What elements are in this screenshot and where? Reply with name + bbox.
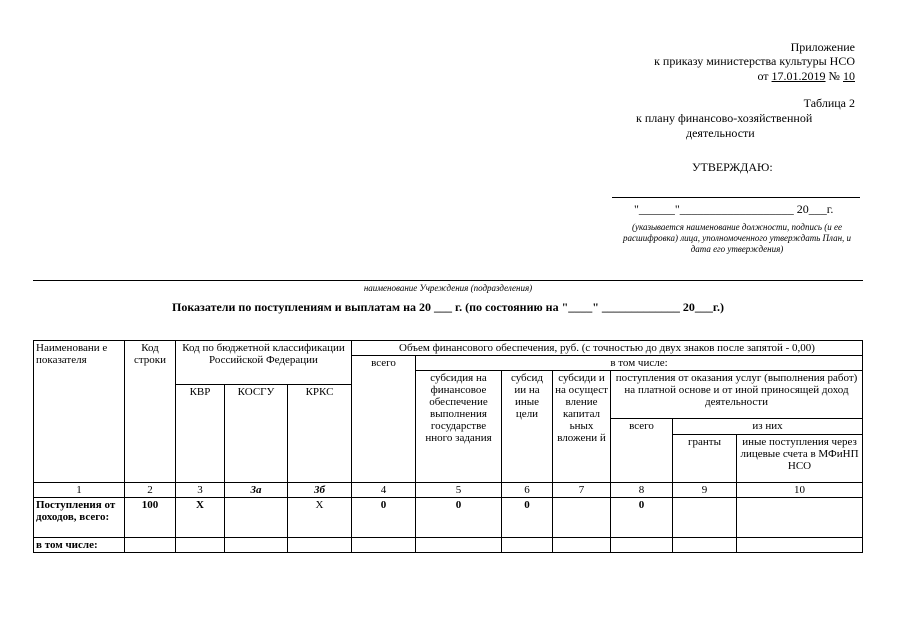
column-number: 8 <box>611 483 673 498</box>
header-of-them: из них <box>673 419 863 435</box>
order-number: 10 <box>843 69 855 83</box>
approval-date-line: "______"___________________ 20___г. <box>634 202 834 216</box>
header-row-code: Код строки <box>125 341 176 483</box>
order-date-line <box>555 69 855 83</box>
order-date-prefix: от <box>757 69 772 83</box>
approve-label: УТВЕРЖДАЮ: <box>692 160 773 174</box>
cell-paid-total <box>611 538 673 553</box>
column-number: 3 <box>176 483 225 498</box>
cell-subsidy-state-task: 0 <box>416 498 502 538</box>
institution-caption: наименование Учреждения (подразделения) <box>363 283 533 293</box>
column-number: 9 <box>673 483 737 498</box>
appendix-label: Приложение <box>790 40 855 54</box>
cell-krks <box>288 538 352 553</box>
cell-subsidy-state-task <box>416 538 502 553</box>
row-code <box>125 538 176 553</box>
header-including: в том числе: <box>416 356 863 371</box>
column-number: 7 <box>553 483 611 498</box>
order-date: 17.01.2019 <box>771 69 826 83</box>
header-krks: КРКС <box>288 385 352 483</box>
cell-paid-total: 0 <box>611 498 673 538</box>
plan-reference-line2: деятельности <box>686 126 755 140</box>
row-name: в том числе: <box>34 538 125 553</box>
column-number: 4 <box>352 483 416 498</box>
column-number: 3а <box>225 483 288 498</box>
header-grants: гранты <box>673 435 737 483</box>
cell-total <box>352 538 416 553</box>
header-subsidy-capital: субсиди и на осущест вление капитал ьных вложени й <box>553 371 611 483</box>
header-indicator-name: Наименовани е показателя <box>34 341 125 483</box>
plan-reference-line1: к плану финансово-хозяйственной <box>636 111 813 125</box>
cell-subsidy-capital <box>553 538 611 553</box>
institution-line <box>33 280 863 281</box>
column-number: 1 <box>34 483 125 498</box>
cell-total: 0 <box>352 498 416 538</box>
column-number: 6 <box>502 483 553 498</box>
column-number: 10 <box>737 483 863 498</box>
signature-line <box>612 197 860 198</box>
table-row <box>34 538 863 553</box>
cell-subsidy-other: 0 <box>502 498 553 538</box>
cell-grants <box>673 498 737 538</box>
row-code: 100 <box>125 498 176 538</box>
row-name: Поступления от доходов, всего: <box>34 498 125 538</box>
header-subsidy-other: субсид ии на иные цели <box>502 371 553 483</box>
column-number-row <box>34 483 863 498</box>
cell-subsidy-capital <box>553 498 611 538</box>
approval-note: (указывается наименование должности, подпись (и ее расшифровка) лица, уполномоченного утверждать План, и дата его утверждения) <box>622 222 852 254</box>
report-title: Показатели по поступлениям и выплатам на 20 ___ г. (по состоянию на "____" _____________ 20___г.) <box>171 300 725 314</box>
header-kosgu: КОСГУ <box>225 385 288 483</box>
table-row <box>34 498 863 538</box>
cell-grants <box>673 538 737 553</box>
header-subsidy-state-task: субсидия на финансовое обеспечение выполнения государстве нного задания <box>416 371 502 483</box>
header-budget-classification: Код по бюджетной классификации Российской Федерации <box>176 341 352 385</box>
cell-subsidy-other <box>502 538 553 553</box>
order-reference: к приказу министерства культуры НСО <box>654 54 855 68</box>
cell-other-income <box>737 498 863 538</box>
cell-krks: X <box>288 498 352 538</box>
column-number: 5 <box>416 483 502 498</box>
cell-kvr: X <box>176 498 225 538</box>
header-paid-services: поступления от оказания услуг (выполнения работ) на платной основе и от иной приносящей доход деятельности <box>611 371 863 419</box>
header-paid-total: всего <box>611 419 673 483</box>
header-financing-volume: Объем финансового обеспечения, руб. (с точностью до двух знаков после запятой - 0,00) <box>352 341 863 356</box>
header-total: всего <box>352 356 416 483</box>
column-number: 3б <box>288 483 352 498</box>
header-other-income: иные поступления через лицевые счета в МФиНП НСО <box>737 435 863 483</box>
cell-kvr <box>176 538 225 553</box>
table-label: Таблица 2 <box>803 96 855 110</box>
cell-kosgu <box>225 538 288 553</box>
indicators-table <box>33 340 863 553</box>
cell-other-income <box>737 538 863 553</box>
column-number: 2 <box>125 483 176 498</box>
cell-kosgu <box>225 498 288 538</box>
header-kvr: КВР <box>176 385 225 483</box>
order-number-prefix: № <box>825 69 843 83</box>
